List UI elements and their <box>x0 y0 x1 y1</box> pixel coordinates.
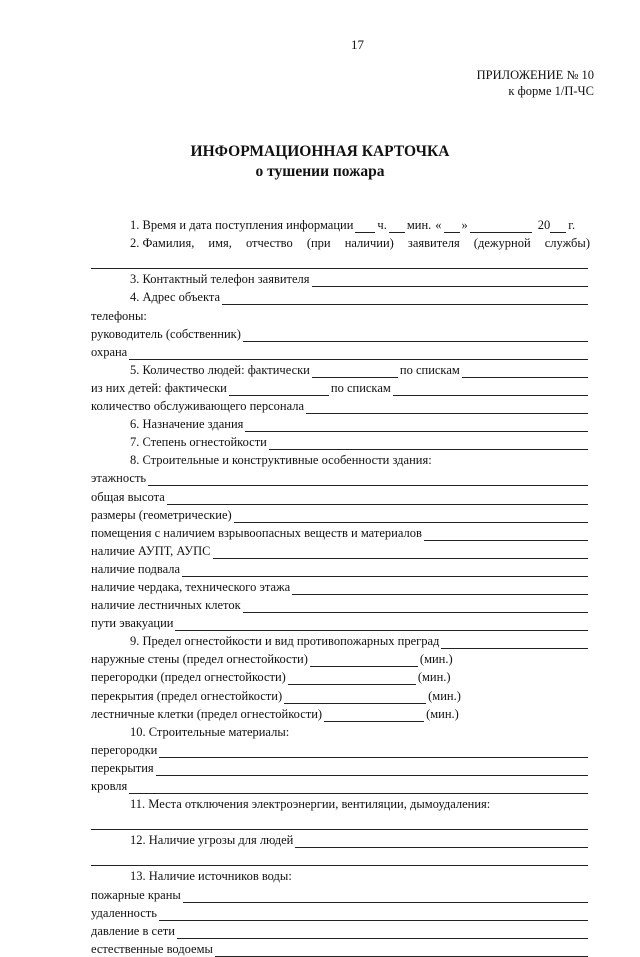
month-field[interactable] <box>470 221 532 233</box>
day-field[interactable] <box>444 221 460 233</box>
evacuation-label: пути эвакуации <box>91 616 174 631</box>
reservoirs-field[interactable] <box>215 945 588 957</box>
materials-roof-field[interactable] <box>129 782 588 794</box>
aupt-label: наличие АУПТ, АУПС <box>91 543 211 558</box>
item-9-label: 9. Предел огнестойкости и вид противопожарных преград <box>130 634 440 649</box>
item-10-row <box>91 722 590 740</box>
floors-field[interactable] <box>148 474 588 486</box>
manager-phone-field[interactable] <box>243 330 588 342</box>
stairs-field[interactable] <box>243 601 588 613</box>
item-2-word: заявителя <box>407 236 460 251</box>
explosive-field[interactable] <box>424 529 588 541</box>
attic-field[interactable] <box>292 583 588 595</box>
basement-label: наличие подвала <box>91 561 181 576</box>
page-number: 17 <box>351 37 364 52</box>
fire-resistance-degree-field[interactable] <box>269 438 588 450</box>
item-8-row <box>91 450 590 468</box>
dimensions-row <box>91 505 590 523</box>
applicant-name-row <box>91 251 590 269</box>
ext-walls-field[interactable] <box>310 655 418 667</box>
item-11-row <box>91 794 590 812</box>
children-list-label: по спискам <box>330 380 391 395</box>
staff-label: количество обслуживающего персонала <box>91 399 305 414</box>
evacuation-row <box>91 613 590 631</box>
item-1-row <box>91 215 590 233</box>
hydrants-label: пожарные краны <box>91 887 181 902</box>
guard-row <box>91 342 590 360</box>
item-5-label: 5. Количество людей: фактически <box>130 362 310 377</box>
stair-cells-field[interactable] <box>324 710 424 722</box>
item-3-row <box>91 269 590 287</box>
item-1-label: 1. Время и дата поступления информации <box>130 218 354 233</box>
item-2-word: наличии) <box>344 236 394 251</box>
minutes-unit: мин. <box>406 218 432 233</box>
item-2-word: службы) <box>544 236 590 251</box>
item-13-row <box>91 866 590 884</box>
item-11-label: 11. Места отключения электроэнергии, вентиляции, дымоудаления: <box>130 797 491 812</box>
item-12-label: 12. Наличие угрозы для людей <box>130 833 294 848</box>
minutes-field[interactable] <box>389 221 405 233</box>
building-purpose-field[interactable] <box>245 420 588 432</box>
floorings-row <box>91 685 590 703</box>
item-7-row <box>91 432 590 450</box>
floorings-unit: (мин.) <box>428 688 461 703</box>
dimensions-field[interactable] <box>234 511 588 523</box>
pressure-row <box>91 921 590 939</box>
ext-walls-unit: (мин.) <box>419 652 453 667</box>
explosive-label: помещения с наличием взрывоопасных веществ и материалов <box>91 525 422 540</box>
item-2-word: имя, <box>208 236 232 251</box>
floorings-label: перекрытия (предел огнестойкости) <box>91 688 283 703</box>
item-6-label: 6. Назначение здания <box>130 417 244 432</box>
phones-row <box>91 305 590 323</box>
basement-field[interactable] <box>182 565 588 577</box>
staff-count-field[interactable] <box>306 402 588 414</box>
floorings-field[interactable] <box>284 692 426 704</box>
stairs-row <box>91 595 590 613</box>
form-body <box>91 215 590 957</box>
people-list-label: по спискам <box>399 362 460 377</box>
height-label: общая высота <box>91 489 165 504</box>
children-actual-field[interactable] <box>229 384 329 396</box>
manager-label: руководитель (собственник) <box>91 326 241 341</box>
materials-partitions-label: перегородки <box>91 742 158 757</box>
reservoirs-row <box>91 939 590 957</box>
item-5-row <box>91 360 590 378</box>
threat-continuation-row <box>91 848 590 866</box>
children-list-field[interactable] <box>393 384 588 396</box>
partitions-row <box>91 667 590 685</box>
item-2-word: 2. Фамилия, <box>130 236 195 251</box>
height-field[interactable] <box>167 493 588 505</box>
item-4-label: 4. Адрес объекта <box>130 290 221 305</box>
shutoff-places-field[interactable] <box>91 818 588 830</box>
materials-roof-label: кровля <box>91 779 128 793</box>
hydrants-field[interactable] <box>183 891 588 903</box>
floors-row <box>91 468 590 486</box>
threat-to-people-field[interactable] <box>295 836 588 848</box>
quote-close: » <box>461 218 468 233</box>
quote-open: « <box>435 218 442 233</box>
address-field[interactable] <box>222 293 588 305</box>
item-2-word: (дежурной <box>473 236 531 251</box>
title-line-1: ИНФОРМАЦИОННАЯ КАРТОЧКА <box>190 143 450 160</box>
partitions-unit: (мин.) <box>417 670 451 685</box>
item-7-label: 7. Степень огнестойкости <box>130 435 267 450</box>
children-label: из них детей: фактически <box>91 380 227 395</box>
hours-field[interactable] <box>355 221 375 233</box>
item-9-row <box>91 631 590 649</box>
stair-cells-label: лестничные клетки (предел огнестойкости) <box>91 706 323 721</box>
attic-row <box>91 577 590 595</box>
year-suffix: г. <box>568 218 576 233</box>
evacuation-field[interactable] <box>175 619 588 631</box>
item-10-label: 10. Строительные материалы: <box>130 724 290 739</box>
fire-barriers-field[interactable] <box>441 637 588 649</box>
staff-row <box>91 396 590 414</box>
item-12-row <box>91 830 590 848</box>
appendix-line-2: к форме 1/П-ЧС <box>508 84 594 98</box>
applicant-name-field[interactable] <box>91 257 588 269</box>
year-field[interactable] <box>550 221 566 233</box>
guard-phone-field[interactable] <box>129 348 588 360</box>
item-6-row <box>91 414 590 432</box>
document-title <box>0 142 640 182</box>
appendix-reference <box>477 67 594 99</box>
manager-row <box>91 324 590 342</box>
attic-label: наличие чердака, технического этажа <box>91 579 291 594</box>
hydrants-row <box>91 884 590 902</box>
materials-partitions-field[interactable] <box>159 746 588 758</box>
stair-cells-row <box>91 704 590 722</box>
year-prefix: 20 <box>537 218 551 233</box>
stair-cells-unit: (мин.) <box>426 706 459 721</box>
title-line-2: о тушении пожара <box>255 163 385 180</box>
materials-floorings-field[interactable] <box>156 764 588 776</box>
item-8-label: 8. Строительные и конструктивные особенности здания: <box>130 453 432 468</box>
reservoirs-label: естественные водоемы <box>91 941 213 956</box>
distance-field[interactable] <box>159 909 588 921</box>
materials-floorings-label: перекрытия <box>91 760 154 775</box>
guard-label: охрана <box>91 344 128 359</box>
contact-phone-field[interactable] <box>312 275 588 287</box>
phones-label: телефоны: <box>91 308 147 323</box>
basement-row <box>91 559 590 577</box>
item-2-word: (при <box>306 236 331 251</box>
pressure-field[interactable] <box>177 927 588 939</box>
distance-row <box>91 903 590 921</box>
appendix-line-1: ПРИЛОЖЕНИЕ № 10 <box>476 68 594 82</box>
aupt-row <box>91 541 590 559</box>
dimensions-label: размеры (геометрические) <box>91 507 232 522</box>
people-list-field[interactable] <box>462 366 588 378</box>
threat-continuation-field[interactable] <box>91 854 588 866</box>
children-row <box>91 378 590 396</box>
materials-roof-row <box>91 776 590 794</box>
partitions-field[interactable] <box>288 673 416 685</box>
item-13-label: 13. Наличие источников воды: <box>130 869 292 884</box>
hours-unit: ч. <box>377 218 387 233</box>
ext-walls-label: наружные стены (предел огнестойкости) <box>91 652 308 667</box>
stairs-label: наличие лестничных клеток <box>91 598 241 613</box>
materials-partitions-row <box>91 740 590 758</box>
people-actual-field[interactable] <box>312 366 398 378</box>
materials-floorings-row <box>91 758 590 776</box>
item-3-label: 3. Контактный телефон заявителя <box>130 272 310 287</box>
floors-label: этажность <box>91 471 147 486</box>
explosive-row <box>91 523 590 541</box>
item-4-row <box>91 287 590 305</box>
item-2-word: отчество <box>245 236 293 251</box>
height-row <box>91 486 590 504</box>
pressure-label: давление в сети <box>91 923 175 938</box>
ext-walls-row <box>91 649 590 667</box>
item-2-row <box>91 233 590 251</box>
partitions-label: перегородки (предел огнестойкости) <box>91 670 286 685</box>
shutoff-places-row <box>91 812 590 830</box>
distance-label: удаленность <box>91 905 157 920</box>
aupt-field[interactable] <box>213 547 588 559</box>
